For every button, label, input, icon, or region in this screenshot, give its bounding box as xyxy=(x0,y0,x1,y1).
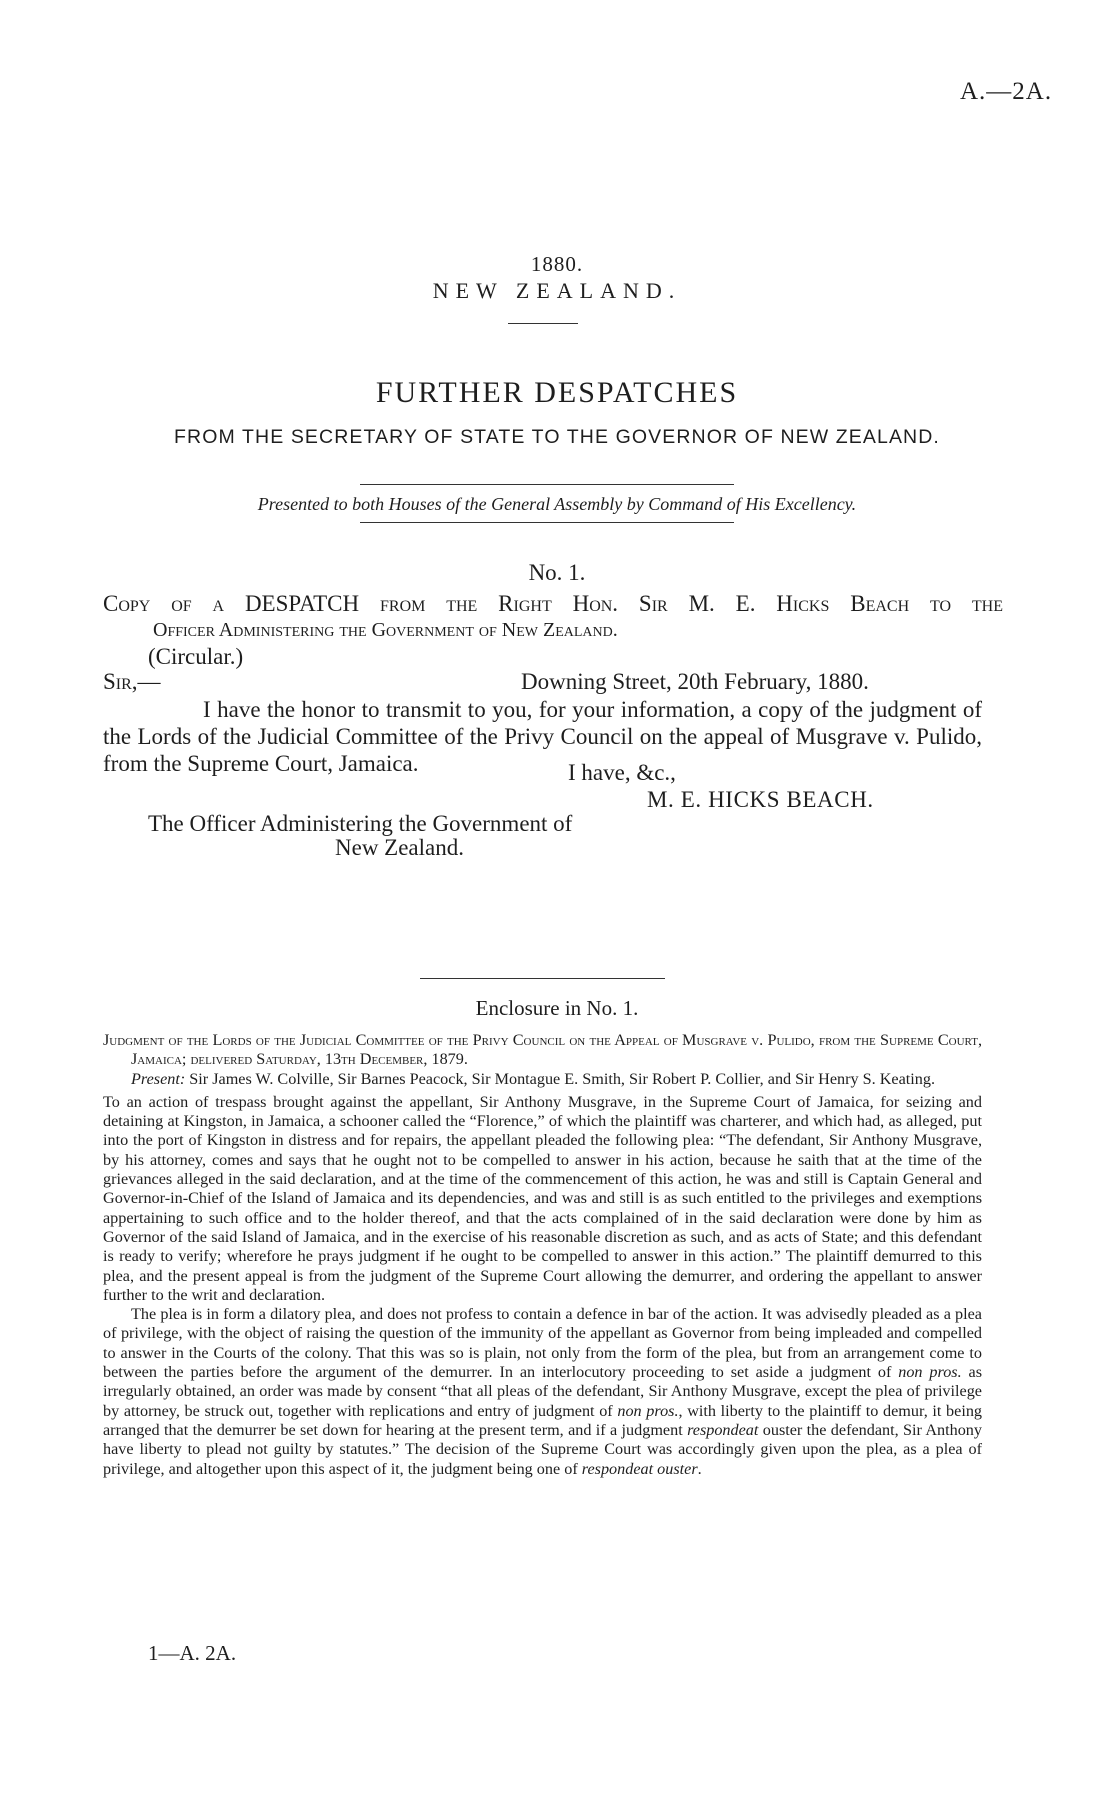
respondeat-ouster-term: respondeat ouster xyxy=(581,1459,698,1478)
judgment-caption xyxy=(103,1031,982,1070)
salutation: Sir,— xyxy=(103,669,161,694)
paragraph-2-part-a: The plea is in form a dilatory plea, and does not profess to contain a defence in bar of the action. It was advisedly pleaded as a plea of privilege, with the object of raising the question of the immunity of the appellant as Governor from being impleaded and compelled to answer in the Courts of the colony. That this was so is plain, not only from the form of the plea, but from an arrangement come to between the parties before the argument of the demurrer. In an interlocutory proceeding to set aside a judgment of xyxy=(103,1305,982,1382)
present-text: Sir James W. Colville, Sir Barnes Peacock, Sir Montague E. Smith, Sir Robert P. Collier, and Sir Henry S. Keating. xyxy=(189,1069,936,1088)
paragraph-2-part-c: , with liberty to the plaintiff to demur, it being arranged that the demurrer be set down for hearing at the present term, and if a judgment xyxy=(103,1401,983,1439)
enclosure-heading: Enclosure in No. 1. xyxy=(475,996,639,1020)
despatch-number: No. 1. xyxy=(528,560,586,585)
present-line xyxy=(103,1070,982,1089)
despatch-heading-line2: Officer Administering the Government of New Zealand. xyxy=(153,619,618,641)
non-pros-term-2: non pros. xyxy=(617,1401,679,1420)
document-title: FURTHER DESPATCHES xyxy=(375,376,739,409)
non-pros-term-1: non pros. xyxy=(898,1363,962,1382)
country-heading: NEW ZEALAND. xyxy=(432,278,682,303)
document-reference: A.—2A. xyxy=(960,78,1053,105)
upper-divider xyxy=(360,484,734,485)
closing: I have, &c., xyxy=(568,760,676,785)
place-date: Downing Street, 20th February, 1880. xyxy=(521,669,869,694)
presented-note: Presented to both Houses of the General Assembly by Command of His Excellency. xyxy=(257,494,857,514)
respondeat-term-1: respondeat xyxy=(687,1420,759,1439)
enclosure-body xyxy=(103,1031,982,1479)
circular-label: (Circular.) xyxy=(148,644,244,669)
year: 1880. xyxy=(530,252,584,276)
short-divider xyxy=(508,323,578,324)
despatch-heading xyxy=(103,590,1003,644)
signature-mark: 1—A. 2A. xyxy=(148,1641,237,1665)
lower-divider xyxy=(360,522,734,523)
paragraph-2-part-d: ouster the defendant, Sir Anthony have liberty to plead not guilty by statutes.” The decision of the Supreme Court was accordingly given upon the plea, as a plea of privilege, and altogether upon this aspect of it, the judgment being one of xyxy=(103,1420,982,1478)
paragraph-2 xyxy=(103,1305,982,1479)
present-label: Present: xyxy=(131,1069,186,1088)
signature: M. E. HICKS BEACH. xyxy=(647,787,874,812)
addressee-line2: New Zealand. xyxy=(335,835,464,860)
addressee-line1: The Officer Administering the Government of xyxy=(148,811,573,836)
paragraph-2-part-b: as irregularly obtained, an order was made by consent “that all pleas of the defendant, Sir Anthony Musgrave, except the plea of privilege by attorney, be struck out, together with replications and entry of judgment of xyxy=(103,1363,983,1420)
despatch-heading-line1: Copy of a DESPATCH from the Right Hon. Sir M. E. Hicks Beach to the xyxy=(103,591,1003,616)
paragraph-1: To an action of trespass brought against the appellant, Sir Anthony Musgrave, in the Supreme Court of Jamaica, for seizing and detaining at Kingston, in Jamaica, a schooner called the “Florence,” of which the plaintiff was charterer, and which had, as alleged, put into the port of Kingston in distress and for repairs, the appellant pleaded the following plea: “The defendant, Sir Anthony Musgrave, by his attorney, comes and says that he ought not to be compelled to answer in his action, because he saith that at the time of the grievances alleged in the said declaration, and at the time of the commencement of this action, he was and still is Captain General and Governor-in-Chief of the Island of Jamaica and its dependencies, and was and still is as such entitled to the privileges and exemptions appertaining to such office and to the holder thereof, and that the acts complained of in the said declaration were done by him as Governor of the said Island of Jamaica, and in the exercise of his reasonable discretion as such, and as acts of State; and this defendant is ready to verify; wherefore he prays judgment if he ought to be compelled to answer in this action.” The plaintiff demurred to this plea, and the present appeal is from the judgment of the Supreme Court allowing the demurrer, and ordering the appellant to answer further to the writ and declaration. xyxy=(103,1092,982,1304)
paragraph-2-part-e: . xyxy=(697,1459,702,1478)
despatch-body xyxy=(103,696,982,777)
despatch-body-text: I have the honor to transmit to you, for your information, a copy of the judgment of the Lords of the Judicial Committee of the Privy Council on the appeal of Musgrave v. Pulido, from the Supreme Court, Jamaica. xyxy=(103,697,982,776)
section-divider xyxy=(420,978,665,979)
judgment-caption-text: Judgment of the Lords of the Judicial Committee of the Privy Council on the Appeal of Musgrave v. Pulido, from the Supreme Court, Jamaica; delivered Saturday, 13th December, 1879. xyxy=(103,1031,982,1069)
document-subtitle: FROM THE SECRETARY OF STATE TO THE GOVERNOR OF NEW ZEALAND. xyxy=(174,426,940,448)
